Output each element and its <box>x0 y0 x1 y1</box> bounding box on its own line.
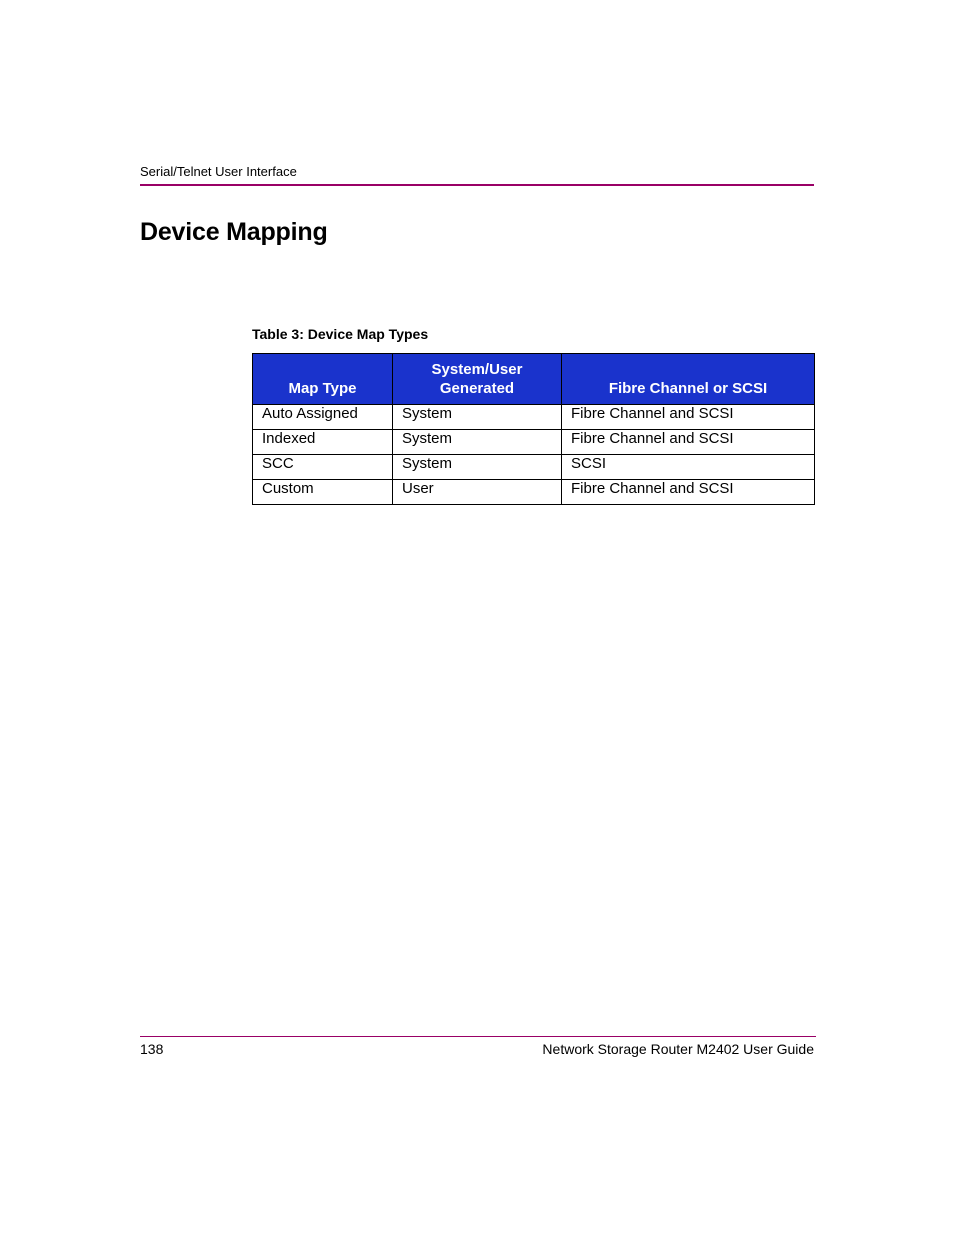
cell-fc-or-scsi: Fibre Channel and SCSI <box>562 405 815 430</box>
cell-map-type: SCC <box>253 455 393 480</box>
table-caption: Table 3: Device Map Types <box>252 326 429 342</box>
column-header-map-type: Map Type <box>253 354 393 405</box>
section-title: Device Mapping <box>140 218 328 246</box>
footer-rule <box>140 1036 816 1037</box>
cell-generated: System <box>393 405 562 430</box>
cell-generated: System <box>393 455 562 480</box>
column-header-generated: System/User Generated <box>393 354 562 405</box>
device-map-types-table <box>252 353 815 505</box>
cell-fc-or-scsi: Fibre Channel and SCSI <box>562 480 815 505</box>
cell-generated: User <box>393 480 562 505</box>
cell-map-type: Indexed <box>253 430 393 455</box>
cell-map-type: Custom <box>253 480 393 505</box>
column-header-fc-or-scsi: Fibre Channel or SCSI <box>562 354 815 405</box>
header-rule <box>140 184 814 186</box>
cell-generated: System <box>393 430 562 455</box>
running-header: Serial/Telnet User Interface <box>140 164 297 179</box>
table-row <box>253 430 815 455</box>
table-header-row <box>253 354 815 405</box>
table-row <box>253 405 815 430</box>
page-number: 138 <box>140 1041 164 1057</box>
cell-fc-or-scsi: Fibre Channel and SCSI <box>562 430 815 455</box>
cell-fc-or-scsi: SCSI <box>562 455 815 480</box>
table-row <box>253 480 815 505</box>
table-row <box>253 455 815 480</box>
footer-guide-title: Network Storage Router M2402 User Guide <box>542 1041 814 1057</box>
cell-map-type: Auto Assigned <box>253 405 393 430</box>
